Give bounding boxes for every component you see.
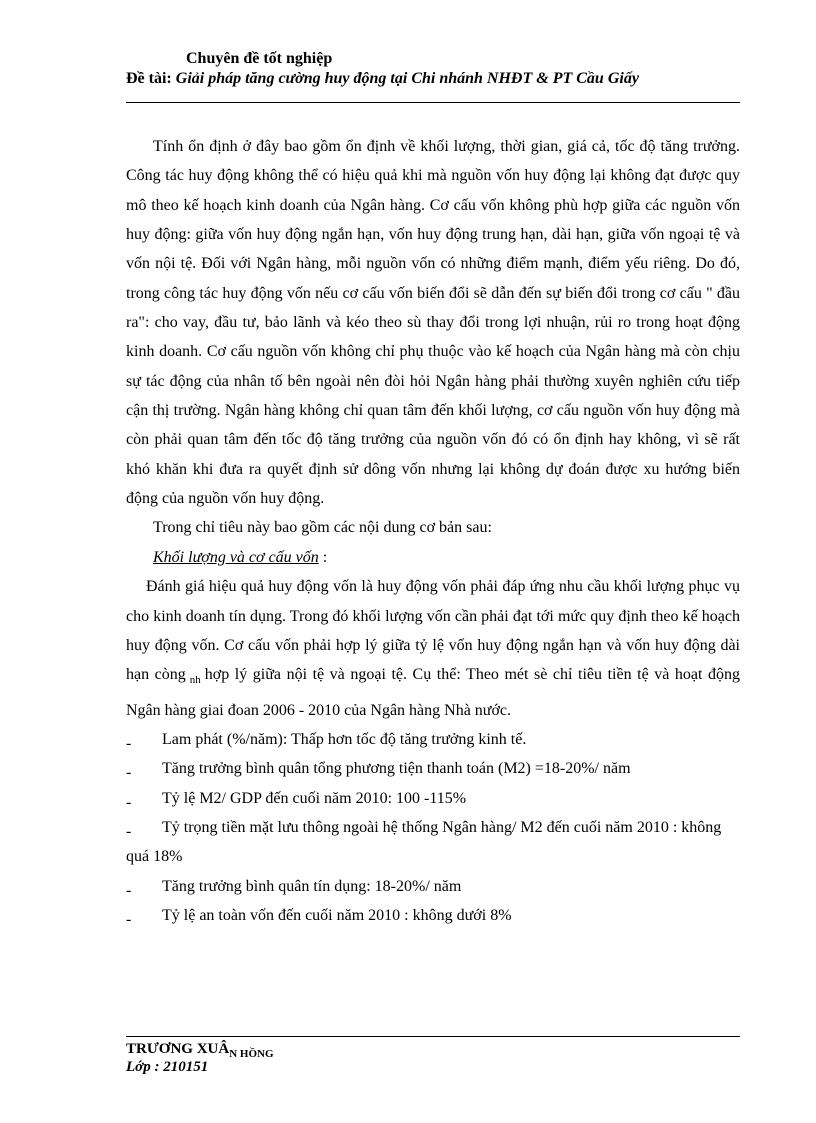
bullet-dash: - bbox=[126, 734, 132, 752]
paragraph-volume-structure bbox=[126, 572, 740, 725]
bullet-text: Tăng trưởng bình quân tổng phương tiện thanh toán (M2) =18-20%/ năm bbox=[162, 760, 631, 778]
bullet-item bbox=[126, 901, 740, 930]
header-topic-title: Giải pháp tăng cường huy động tại Chi nhánh NHĐT & PT Cầu Giấy bbox=[175, 70, 639, 87]
bullet-dash: - bbox=[126, 881, 132, 899]
bullet-text: Tỷ trọng tiền mặt lưu thông ngoài hệ thống Ngân hàng/ M2 đến cuối năm 2010 : không quá 18% bbox=[126, 818, 722, 866]
bullet-text: Tăng trưởng bình quân tín dụng: 18-20%/ năm bbox=[162, 877, 462, 895]
bullet-dash: - bbox=[126, 822, 132, 840]
paragraph-volume-structure-part1: Đánh giá hiệu quả huy động vốn là huy động vốn phải đáp ứng nhu cầu khối lượng phục vụ cho kinh doanh tín dụng. Trong đó khối lượng vốn cần phải đạt tới mức quy định theo kế hoạch huy động vốn. Cơ cấu vốn phải hợp lý giữa tỷ lệ vốn huy động ngắn hạn và vốn huy động dài hạn còng bbox=[126, 578, 740, 684]
paragraph-criteria-intro: Trong chỉ tiêu này bao gồm các nội dung cơ bản sau: bbox=[153, 519, 492, 537]
header-topic bbox=[126, 70, 639, 88]
body-text bbox=[126, 132, 740, 930]
bullet-dash: - bbox=[126, 910, 132, 928]
header-divider bbox=[126, 102, 740, 103]
section-heading bbox=[126, 543, 740, 572]
section-heading-colon: : bbox=[318, 548, 328, 566]
footer-author-name-tail: N HỒNG bbox=[229, 1048, 274, 1060]
paragraph-stability: Tính ổn định ở đây bao gồm ổn định về khối lượng, thời gian, giá cả, tốc độ tăng trưởng. Công tác huy động không thể có hiệu quả khi mà nguồn vốn huy động lại không đạt được quy mô theo kế hoạch kinh doanh của Ngân hàng. Cơ cấu vốn không phù hợp giữa các nguồn vốn huy động: giữa vốn huy động ngắn hạn, vốn huy động trung hạn, dài hạn, giữa vốn ngoại tệ và vốn nội tệ. Đối với Ngân hàng, mỗi nguồn vốn có những điểm mạnh, điểm yếu riêng. Do đó, trong công tác huy động vốn nếu cơ cấu vốn biến đổi sẽ dẫn đến sự biến đổi trong cơ cấu " đầu ra": cho vay, đầu tư, bảo lãnh và kéo theo sù thay đổi trong lợi nhuận, rủi ro trong hoạt động kinh doanh. Cơ cấu nguồn vốn không chỉ phụ thuộc vào kế hoạch của Ngân hàng mà còn chịu sự tác động của nhân tố bên ngoài nên đòi hỏi Ngân hàng phải thường xuyên nghiên cứu tiếp cận thị trường. Ngân hàng không chỉ quan tâm đến khối lượng, cơ cấu nguồn vốn huy động mà còn phải quan tâm đến tốc độ tăng trưởng của nguồn vốn đó có ổn định hay không, vì sẽ rất khó khăn khi đưa ra quyết định sử dông vốn nhưng lại không dự đoán được xu hướng biến động của nguồn vốn huy động. bbox=[126, 138, 740, 508]
bullet-item bbox=[126, 754, 740, 783]
header-topic-label: Đề tài: bbox=[126, 70, 176, 87]
footer-class: Lớp : 210151 bbox=[126, 1059, 209, 1075]
paragraph-volume-structure-fragment: nh bbox=[189, 674, 201, 687]
bullet-text: Tỷ lệ an toàn vốn đến cuối năm 2010 : không dưới 8% bbox=[162, 906, 512, 924]
bullet-item bbox=[126, 872, 740, 901]
footer-author-name: TRƯƠNG XUÂ bbox=[126, 1041, 230, 1057]
bullet-item bbox=[126, 725, 740, 754]
bullet-dash: - bbox=[126, 793, 132, 811]
paragraph-volume-structure-part2: hợp lý giữa nội tệ và ngoại tệ. Cụ thể: Theo mét sè chỉ tiêu tiền tệ và hoạt động Ngân hàng giai đoan 2006 - 2010 của Ngân hàng Nhà nước. bbox=[126, 666, 741, 719]
bullet-item bbox=[126, 813, 740, 872]
bullet-text: Lam phát (%/năm): Thấp hơn tốc độ tăng trưởng kinh tế. bbox=[162, 730, 527, 748]
section-heading-text: Khối lượng và cơ cấu vốn bbox=[153, 548, 319, 566]
footer-divider bbox=[126, 1036, 740, 1037]
bullet-dash: - bbox=[126, 764, 132, 782]
bullet-text: Tỷ lệ M2/ GDP đến cuối năm 2010: 100 -115% bbox=[162, 789, 467, 807]
header-report-type: Chuyên đề tốt nghiệp bbox=[186, 50, 333, 67]
bullet-item bbox=[126, 784, 740, 813]
